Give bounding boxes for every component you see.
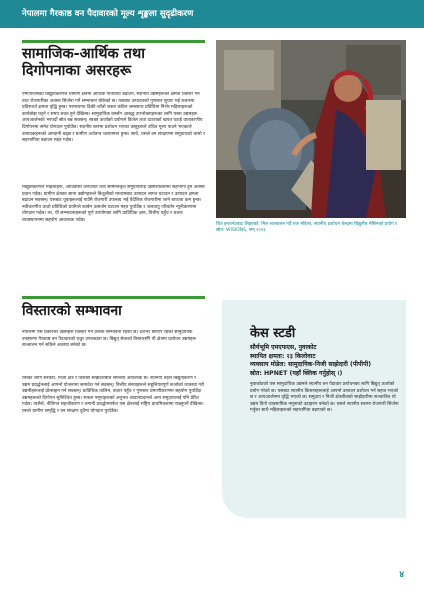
header-bar (0, 0, 424, 28)
section2-paragraph-2: यसका लागि सरकार, निजी क्षेत्र र विकास साझेदारबीच समन्वय आवश्यक छ। स्थानीय तहले बिद्युतीकरण र उद्यम प्रवर्द्धनलाई आफ्नो योजनामा समावेश गर्न सक्छन्। वित्तीय संस्थाहरूले सहुलियतपूर्ण कर्जाको व्यवस्था गरी उद्यमीहरूलाई प्रोत्साहन गर्न सक्छन्। प्राविधिक तालिम, बजार पहुँच र गुणस्तर प्रमाणीकरणमा सहयोग पुर्याउँदा उद्यमहरूको दिगोपन सुनिश्चित हुन्छ। सफल नमूनाहरूको अनुभव आदानप्रदानले अन्य समुदायलाई पनि प्रेरित गर्दछ। त्यसैले, नीतिगत सहजीकरण र लगानी प्रवर्द्धनमार्फत यस क्षेत्रलाई राष्ट्रिय प्राथमिकतामा राख्नुपर्ने देखिन्छ। यसले ग्रामीण समृद्धि र वन संरक्षण दुवैमा योगदान पुर्याउँछ। (22, 376, 205, 414)
section2-top-rule (22, 296, 205, 299)
page-number: ४ (399, 570, 404, 580)
case-study-title: केस स्टडी (250, 326, 296, 341)
section2-title: विस्तारको सम्भावना (22, 303, 122, 319)
case-study-capacity: स्थापित क्षमता: २३ किलोवाट (250, 352, 316, 360)
section1-paragraph-2: बिद्युतीकरणले महिलाहरू, आदिवासी जनजाति तथा सीमान्तकृत समुदायलाई उद्यमशीलतामा सहभागी हुने अवसर प्रदान गर्दछ। ग्रामीण क्षेत्रका साना उद्योगहरूले बिजुलीको माध्यमबाट उत्पादन लागत घटाउन र उत्पादन क्षमता बढाउन सक्छन्। यसबाट युवाहरूलाई गाउँमै रोजगारी उपलब्ध भई वैदेशिक रोजगारीमा जाने बाध्यता कम हुन्छ। नवीकरणीय ऊर्जा प्रविधिको प्रयोगले कार्बन उत्सर्जन घटाउन मद्दत पुर्याउँछ र जलवायु परिवर्तन न्यूनीकरणमा योगदान गर्दछ। तर, यी सम्भावनाहरूको पूर्ण उपयोगका लागि प्राविधिक ज्ञान, वित्तीय पहुँच र बजार व्यवस्थापनमा सहयोग आवश्यक पर्दछ। (22, 185, 205, 223)
section1-title: सामाजिक-आर्थिक तथा दिगोपनाका असरहरू (22, 46, 145, 79)
section1-paragraph-1: एमएफएसको बिद्युतीकरणले ग्रामीण क्षेत्रमा आर्थिक गतिविधि बढाउने, स्थानीय उद्यमहरूको क्षमता विस्तार गर्ने तथा रोजगारीका अवसर सिर्जना गर्ने सम्भावना बोकेको छ। यसबाट उत्पादनको गुणस्तर सुधार भई बजारमा प्रतिस्पर्धा क्षमता वृद्धि हुन्छ। परम्परागत ढिकी-जाँतो जस्ता कठिन श्रमसाध्य प्रविधिमा निर्भर महिलाहरूको कार्यबोझ घट्ने र समय बचत हुने देखिन्छ। सामुदायिक वनसँग आबद्ध उपभोक्ताहरूका लागि यस्ता उद्यमहरू आयआर्जनको भरपर्दो स्रोत बन्न सक्छन्। स्वच्छ ऊर्जाको प्रयोगले डिजेल तथा दाउराको खपत घटाई वातावरणीय दिगोपनमा समेत योगदान पुर्याउँछ। स्थानीय स्तरमा प्रशोधन भएका वस्तुहरूले उचित मूल्य पाउने भएकाले उत्पादकहरूको आम्दानी बढ्छ र ग्रामीण अर्थतन्त्र चलायमान हुन्छ। साथै, यसले वन संरक्षणमा समुदायको चासो र सहभागिता बढाउन मद्दत गर्दछ। (22, 92, 205, 144)
header-title: नेपालमा गैरकाष्ठ वन पैदावारको मूल्य शृङ्खला सुदृढीकरण (22, 9, 194, 19)
case-study-source-link[interactable]: स्रोत: HPNET (यहाँ क्लिक गर्नुहोस् ।) (250, 369, 343, 377)
case-study-meta (250, 344, 400, 378)
case-study-body: नुवाकोटको यस सामुदायिक उद्यमले स्थानीय वन पैदावार प्रशोधनका लागि बिद्युत् ऊर्जाको प्रयोग गरेको छ। यसबाट स्थानीय किसानहरूलाई आफ्नो उत्पादन प्रशोधन गर्न सहज भएको छ र आयआर्जनमा वृद्धि भएको छ। समुदाय र निजी क्षेत्रबीचको साझेदारीमा सञ्चालित यो उद्यम दिगो व्यवसायिक नमूनाको उदाहरण बनेको छ। यसले स्थानीय स्तरमा रोजगारी सिर्जना गर्नुका साथै महिलाहरूको सहभागिता बढाएको छ। (250, 382, 399, 414)
case-study-box (222, 300, 406, 518)
section1-top-rule (22, 40, 205, 43)
photo-woman-grinding (216, 40, 406, 218)
case-study-location: सौर्यभूमि एमएफएस, नुवाकोट (250, 344, 317, 351)
photo-caption: चित्र इन्टरनेटबाट लिइएको: मिल सञ्चालन गर्दै एक महिला, स्थानीय प्रशोधन केन्द्रमा बिद्युतीय मेसिनको प्रयोग र स्रोत: WISIONS, सन् २०२३ (216, 222, 398, 234)
case-study-business-model: व्यवसाय मोडेल: सामुदायिक-निजी साझेदारी (पीपीपी) (250, 361, 372, 369)
section2-paragraph-1: नेपालमा यस प्रकारका उद्यमहरू विस्तार गर्ने प्रशस्त सम्भावना रहेको छ। देशभर छरिएर रहेका सामुदायिक वनहरूमा गैरकाष्ठ वन पैदावारको प्रचुर उपलब्धता छ। बिद्युत् सेवाको विस्तारसँगै यी क्षेत्रमा प्रशोधन उद्यमहरू सञ्चालन गर्न सकिने अवस्था बनेको छ। (22, 330, 197, 349)
